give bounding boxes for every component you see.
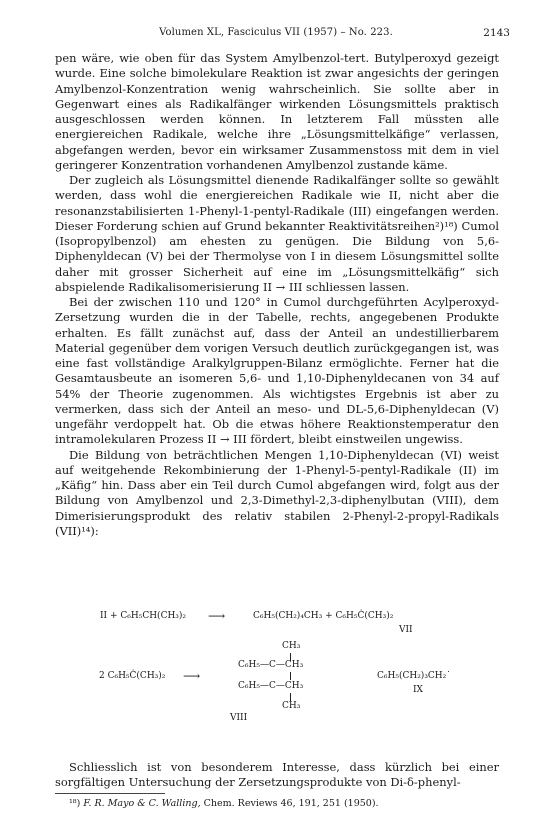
label-ix: IX: [413, 685, 423, 695]
equation-1-reactants: II + C₆H₅CH(CH₃)₂: [100, 611, 187, 621]
label-viii: VIII: [230, 713, 248, 723]
bond-bottom: [290, 693, 291, 701]
equation-1-products: C₆H₅(CH₂)₄CH₃ + C₆H₅Ċ(CH₃)₂: [253, 611, 394, 621]
label-vii: VII: [399, 625, 413, 635]
running-title: Volumen XL, Fasciculus VII (1957) – No. 223.: [159, 27, 393, 38]
paragraph-2: Der zugleich als Lösungsmittel dienende Radikalfänger sollte so gewählt werden, dass wohl die energiereichen Radikale wie II, nicht aber die resonanzstabilisierten 1-Phenyl-1-pentyl-Radikale (III) eingefangen werden. Dieser Forderung schien auf Grund bekannter Reaktivitätsreihen²)¹⁸) Cumol (Isopropylbenzol) am ehesten zu genügen. Die Bildung von 5,6-Diphenyldecan (V) bei der Thermolyse von I in diesem Lösungsmittel sollte daher mit grosser Sicherheit auf eine im „Lösungsmittelkäfig“ sich abspielende Radikalisomerisierung II → III schliessen lassen.: [55, 173, 499, 294]
footnote-18: [55, 798, 499, 810]
equation-2-reactants: 2 C₆H₅Ċ(CH₃)₂: [99, 671, 166, 681]
footnote-divider: [55, 793, 165, 794]
ch3-top: CH₃: [282, 641, 301, 651]
footnote-authors: F. R. Mayo & C. Walling,: [83, 798, 201, 809]
paragraph-4: Die Bildung von beträchtlichen Mengen 1,10-Diphenyldecan (VI) weist auf weitgehende Rekombinierung der 1-Phenyl-5-pentyl-Radikale (II) im „Käfig“ hin. Dass aber ein Teil durch Cumol abgefangen wird, folgt aus der Bildung von Amylbenzol und 2,3-Dimethyl-2,3-diphenylbutan (VIII), dem Dimerisierungsprodukt des relativ stabilen 2-Phenyl-2-propyl-Radikals (VII)¹⁴):: [55, 447, 499, 538]
paragraph-3: Bei der zwischen 110 und 120° in Cumol durchgeführten Acylperoxyd-Zersetzung wurden die in der Tabelle, rechts, angegebenen Produkte erhalten. Es fällt zunächst auf, dass der Anteil an undestillierbarem Material gegenüber dem vorigen Versuch deutlich zurückgegangen ist, was eine fast vollständige Aralkylgruppen-Bilanz ermöglichte. Ferner hat die Gesamtausbeute an isomeren 5,6- und 1,10-Diphenyldecanen von 34 auf 54% der Theorie zugenommen. Als wichtigstes Ergebnis ist aber zu vermerken, dass sich der Anteil an meso- und DL-5,6-Diphenyldecan (V) ungefähr verdoppelt hat. Ob die etwas höhere Reaktionstemperatur den intramolekularen Prozess II → III fördert, bleibt einstweilen ungewiss.: [55, 295, 499, 447]
paragraph-1: pen wäre, wie oben für das System Amylbenzol-tert. Butylperoxyd gezeigt wurde. Eine solche bimolekulare Reaktion ist zwar angesichts der geringen Amylbenzol-Konzentration wenig wahrscheinlich. Sie sollte aber in Gegenwart eines als Radikalfänger wirkenden Lösungsmittels praktisch ausgeschlossen werden können. In letzterem Fall müssten alle energiereichen Radikale, welche ihre „Lösungsmittelkäfige“ verlassen, abgefangen werden, bevor ein wirksamer Zusammenstoss mit dem in viel geringerer Konzentration vorhandenen Amylbenzol zustande käme.: [55, 51, 499, 172]
running-head: [0, 27, 552, 43]
dimer-row-1: C₆H₅—C—CH₃: [238, 660, 304, 670]
body-text-continued: [55, 760, 499, 791]
equation-1-arrow: ⟶: [208, 609, 226, 623]
footnote-mark: ¹⁸): [69, 798, 81, 809]
page-number: 2143: [483, 27, 510, 39]
paragraph-5: Schliesslich ist von besonderem Interesse, dass kürzlich bei einer sorgfältigen Untersuchung der Zersetzungsprodukte von Di-δ-phenyl-: [55, 760, 499, 790]
footnote-citation: Chem. Reviews 46, 191, 251 (1950).: [203, 798, 379, 809]
reaction-scheme: [55, 611, 499, 749]
bond-middle: [290, 672, 291, 680]
dimer-row-2: C₆H₅—C—CH₃: [238, 681, 304, 691]
ch3-bottom: CH₃: [282, 701, 301, 711]
radical-ix-formula: C₆H₅(CH₂)₃CH₂˙: [377, 671, 451, 681]
equation-2-arrow: ⟶: [183, 669, 201, 683]
body-text: [55, 51, 499, 539]
